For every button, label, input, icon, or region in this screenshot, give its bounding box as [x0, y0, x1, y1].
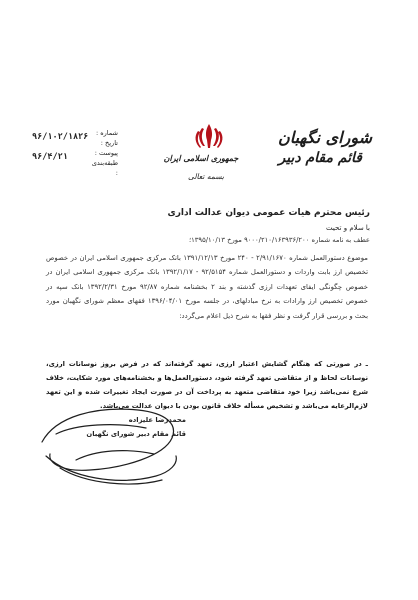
body-paragraph: موضوع دستورالعمل شماره ۲/۹۱/۱۶۷۰ - ۲۴۰ مورخ ۱۳۹۱/۱۲/۱۳ بانک مرکزی جمهوری اسلامی ایران در خصوص تخصیص ارز بابت واردات و دستورالعمل شماره ۹۲/۵۱۵۴ - ۱۳۹۲/۱/۱۷ بانک مرکزی جمهوری اسلامی ایران در خصوص چگونگی ایفای تعهدات ارزی گذشته و بند ۲ بخشنامه شماره ۹۲/۸۷ مورخ ۱۳۹۲/۲/۳۱ بانک سپه در خصوص تخصیص ارز وارادات به نرخ مبادلهای، در جلسه مورخ ۱۳۹۶/۰۴/۰۱ فقهای معظم شورای نگهبان مورد بحث و بررسی قرار گرفت و نظر فقها به شرح ذیل اعلام می‌گردد: [46, 254, 368, 320]
in-the-name-heading: بسمه تعالی [187, 172, 225, 181]
recipient: رئیس محترم هیات عمومی دیوان عدالت اداری [167, 208, 370, 218]
handwritten-signature [36, 398, 184, 492]
signer-title: قائم مقام دبیر شورای نگهبان [86, 430, 186, 438]
label-number: شماره : [96, 129, 118, 137]
greeting: با سلام و تحیت [326, 224, 370, 232]
signer-name: محمدرضا علیزاده [128, 416, 186, 424]
council-office: قائم مقام دبیر [278, 150, 362, 166]
label-date: تاریخ : [100, 139, 118, 147]
ruling-paragraph: ـ در صورتی که هنگام گشایش اعتبار ارزی، تعهد گرفته‌اند که در فرض بروز نوسانات ارزی، نوسانات لحاظ و از متقاضی تعهد گرفته شود، دستورالعمل‌ها و بخشنامه‌های مورد شکایت، خلاف شرع نمی‌باشد زیرا خود متقاضی متعهد به پرداخت آن در صورت ایجاد تغییرات شده و این تعهد لازم‌الرعایه می‌باشد و تشخیص مسأله خلاف قانون بودن با دیوان عدالت می‌باشد. [46, 360, 368, 410]
meta-values [32, 127, 88, 167]
government-name: جمهوری اسلامی ایران [163, 153, 239, 163]
subject-line: عطف به نامه شماره ۹۰۰۰/۲۱۰/۱۶۳۹۳۶/۲۰۰ مورخ ۱۳۹۵/۱۰/۱۳؛ [188, 236, 370, 244]
label-classification: طبقه‌بندی : [91, 159, 118, 177]
meta-labels [88, 128, 118, 178]
letter-number: ۹۶/۱۰۲/۱۸۲۶ [32, 132, 89, 142]
council-name: شورای نگهبان [277, 128, 372, 147]
letter-date: ۹۶/۴/۲۱ [32, 152, 68, 162]
council-letterhead [278, 128, 372, 168]
label-attachment: پیوست : [94, 149, 118, 157]
iran-emblem-icon [192, 122, 226, 156]
